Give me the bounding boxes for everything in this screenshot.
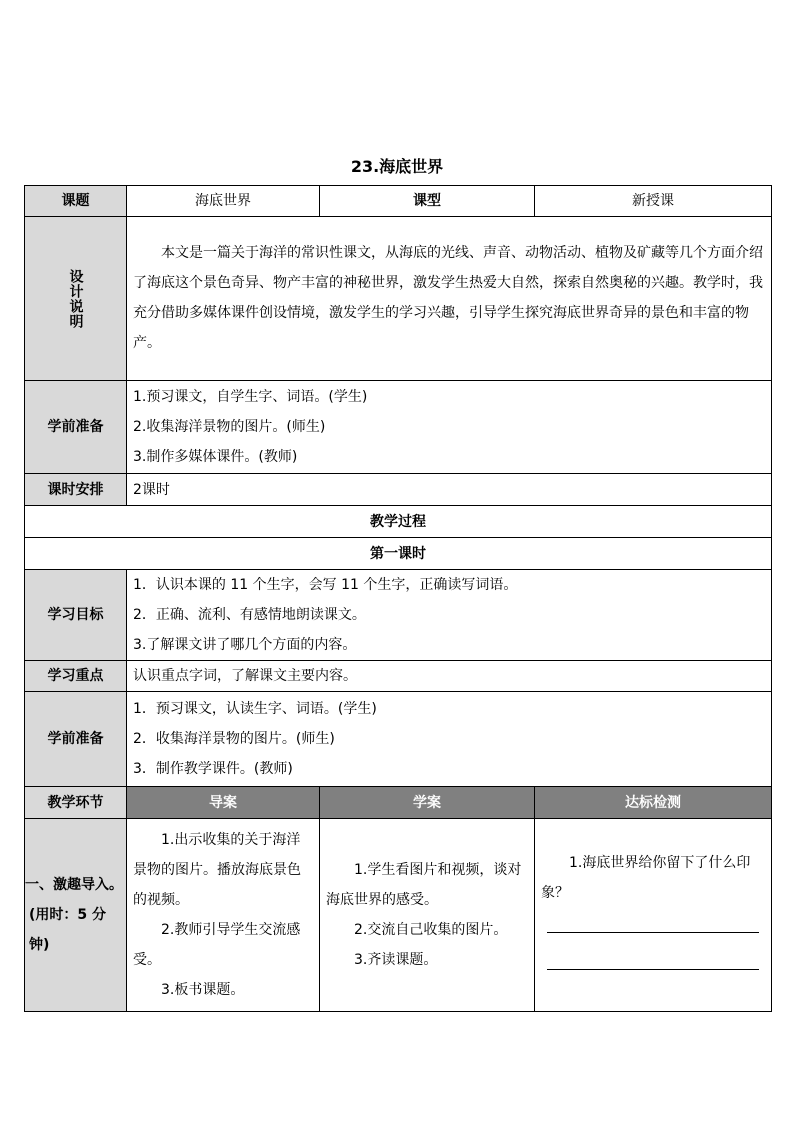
schedule-row — [25, 474, 772, 506]
study-item: 3.齐读课题。 — [354, 952, 438, 968]
goal-item: 1．认识本课的 11 个生字，会写 11 个生字，正确读写词语。 — [133, 577, 518, 593]
prep-item: 1.预习课文，自学生字、词语。(学生) — [133, 389, 368, 405]
stage1-check — [535, 819, 772, 1012]
process-title: 教学过程 — [25, 506, 772, 538]
check-header: 达标检测 — [535, 787, 772, 819]
stage1-row — [25, 819, 772, 1012]
guide-item: 2.教师引导学生交流感受。 — [133, 922, 301, 968]
lesson-plan-table — [24, 185, 772, 1012]
design-label-cell — [25, 217, 127, 381]
prep2-label: 学前准备 — [25, 692, 127, 787]
answer-line[interactable] — [547, 908, 759, 933]
guide-header: 导案 — [127, 787, 320, 819]
prep2-row — [25, 692, 772, 787]
goal-item: 2．正确、流利、有感情地朗读课文。 — [133, 607, 366, 623]
goal-item: 3.了解课文讲了哪几个方面的内容。 — [133, 637, 357, 653]
prep-label: 学前准备 — [25, 381, 127, 474]
prep-row — [25, 381, 772, 474]
study-header: 学案 — [320, 787, 535, 819]
prep2-item: 1．预习课文，认读生字、词语。(学生) — [133, 701, 377, 717]
goals-list — [127, 570, 772, 661]
header-row — [25, 186, 772, 217]
guide-item: 3.板书课题。 — [161, 982, 245, 998]
design-text: 本文是一篇关于海洋的常识性课文，从海底的光线、声音、动物活动、植物及矿藏等几个方面介绍了海底这个景色奇异、物产丰富的神秘世界，激发学生热爱大自然，探索自然奥秘的兴趣。教学时，我充分借助多媒体课件创设情境，激发学生的学习兴趣，引导学生探究海底世界奇异的景色和丰富的物产。 — [127, 217, 772, 381]
check-question: 1.海底世界给你留下了什么印象？ — [541, 855, 751, 901]
prep2-item: 3．制作教学课件。(教师) — [133, 761, 293, 777]
design-row — [25, 217, 772, 381]
prep-item: 3.制作多媒体课件。(教师) — [133, 449, 298, 465]
stage-header-row — [25, 787, 772, 819]
answer-line[interactable] — [547, 945, 759, 970]
page-title: 23.海底世界 — [350, 157, 444, 176]
stage1-name: 一、激趣导入。 — [25, 877, 123, 893]
stage1-study — [320, 819, 535, 1012]
focus-row — [25, 661, 772, 692]
stage1-guide — [127, 819, 320, 1012]
focus-value: 认识重点字词，了解课文主要内容。 — [127, 661, 772, 692]
design-label: 设计说明 — [67, 268, 84, 329]
schedule-value: 2课时 — [127, 474, 772, 506]
topic-label: 课题 — [25, 186, 127, 217]
goals-label: 学习目标 — [25, 570, 127, 661]
process-row — [25, 506, 772, 538]
stage-label: 教学环节 — [25, 787, 127, 819]
focus-label: 学习重点 — [25, 661, 127, 692]
stage1-time: (用时：5 分钟) — [29, 907, 107, 953]
lesson-row — [25, 538, 772, 570]
guide-item: 1.出示收集的关于海洋景物的图片。播放海底景色的视频。 — [133, 832, 301, 908]
lesson-title: 第一课时 — [25, 538, 772, 570]
prep2-list — [127, 692, 772, 787]
topic-value: 海底世界 — [127, 186, 320, 217]
prep2-item: 2．收集海洋景物的图片。(师生) — [133, 731, 335, 747]
schedule-label: 课时安排 — [25, 474, 127, 506]
goals-row — [25, 570, 772, 661]
prep-list — [127, 381, 772, 474]
stage1-name-cell — [25, 819, 127, 1012]
type-value: 新授课 — [535, 186, 772, 217]
study-item: 1.学生看图片和视频，谈对海底世界的感受。 — [326, 862, 522, 908]
type-label: 课型 — [320, 186, 535, 217]
study-item: 2.交流自己收集的图片。 — [354, 922, 508, 938]
prep-item: 2.收集海洋景物的图片。(师生) — [133, 419, 326, 435]
